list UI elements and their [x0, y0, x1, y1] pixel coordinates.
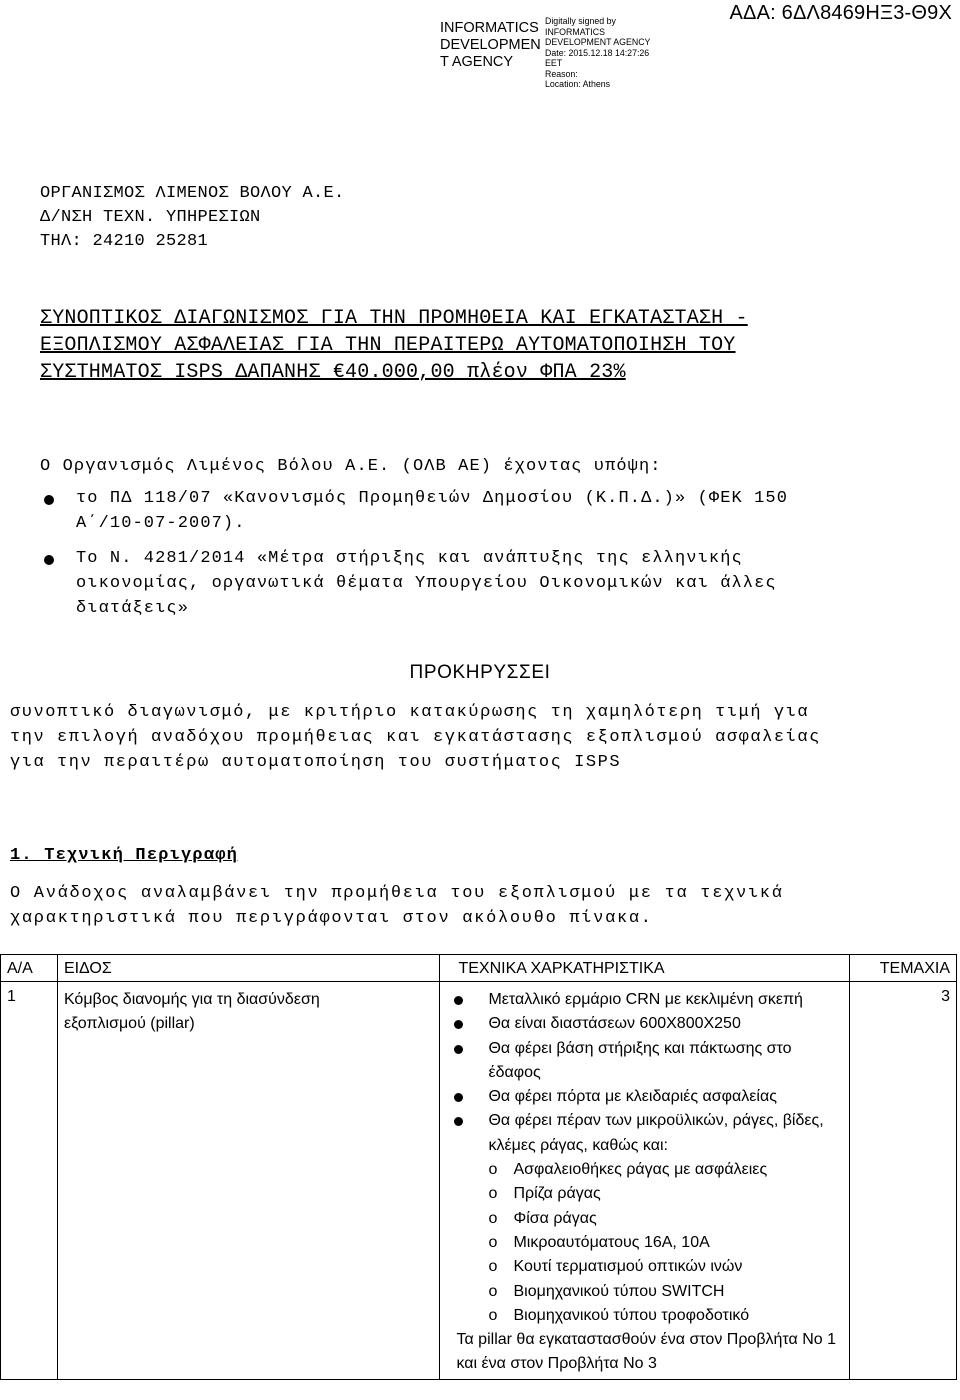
- section-text: [10, 881, 784, 931]
- intro-bullet-2-line-2: οικονομίας, οργανωτικά θέματα Υπουργείου Οικονομικών και άλλες: [76, 574, 777, 593]
- announce-heading: ΠΡΟΚΗΡΥΣΣΕΙ: [409, 662, 551, 683]
- section-heading: 1. Τεχνική Περιγραφή: [10, 846, 239, 865]
- section-line-1: Ο Ανάδοχος αναλαμβάνει την προμήθεια του εξοπλισμού με τα τεχνικά: [10, 884, 784, 903]
- list-item: o Μικροαυτόματους 16Α, 10Α: [446, 1231, 843, 1255]
- intro-bullet-2-line-1: Το Ν. 4281/2014 «Μέτρα στήριξης και ανάπτυξης της ελληνικής: [76, 549, 743, 568]
- intro-bullet-1: [76, 486, 788, 536]
- ada-code: ΑΔΑ: 6ΔΛ8469ΗΞ3-Θ9Χ: [729, 2, 952, 24]
- intro-bullet-1-line-1: το ΠΔ 118/07 «Κανονισμός Προμηθειών Δημοσίου (Κ.Π.Δ.)» (ΦΕΚ 150: [76, 489, 789, 508]
- signature-details: Digitally signed by INFORMATICS DEVELOPMENT AGENCY Date: 2015.12.18 14:27:26 EET Reason: Location: Athens: [545, 16, 651, 89]
- list-item: Τα pillar θα εγκαταστασθούν ένα στον Προβλήτα Νο 1 και ένα στον Προβλήτα Νο 3: [456, 1331, 837, 1373]
- title-line-3: ΣΥΣΤΗΜΑΤΟΣ ISPS ΔΑΠΑΝΗΣ €40.000,00 πλέον ΦΠΑ 23%: [40, 361, 626, 384]
- cell-features: [440, 982, 850, 1380]
- announce-line-2: την επιλογή αναδόχου προμήθειας και εγκατάστασης εξοπλισμού ασφαλείας: [10, 728, 821, 747]
- list-item: o Βιομηχανικού τύπου SWITCH: [446, 1280, 843, 1304]
- signer-name: INFORMATICS DEVELOPMEN T AGENCY: [440, 20, 541, 70]
- table-row: [1, 982, 957, 1380]
- bullet-dot-icon: [44, 495, 54, 505]
- phone: ΤΗΛ: 24210 25281: [40, 232, 209, 251]
- list-item: Θα φέρει πέραν των μικροϋλικών, ράγες, βίδες, κλέμες ράγας, καθώς και:: [446, 1109, 843, 1158]
- list-item: Θα φέρει πόρτα με κλειδαριές ασφαλείας: [446, 1085, 843, 1109]
- intro-bullet-1-line-2: Α΄/10-07-2007).: [76, 514, 246, 533]
- col-header-item: ΕΙΔΟΣ: [57, 955, 440, 982]
- list-item: Θα είναι διαστάσεων 600X800X250: [446, 1012, 843, 1036]
- intro-bullet-2: [76, 546, 777, 621]
- cell-qty: 3: [850, 982, 957, 1380]
- announce-line-3: για την περαιτέρω αυτοματοποίηση του συστήματος ISPS: [10, 753, 622, 772]
- col-header-aa: Α/Α: [1, 955, 58, 982]
- document-title: [40, 305, 920, 386]
- intro-lead: Ο Οργανισμός Λιμένος Βόλου Α.Ε. (ΟΛΒ ΑΕ) έχοντας υπόψη:: [40, 457, 662, 476]
- bullet-dot-icon: [44, 555, 54, 565]
- list-item: Μεταλλικό ερμάριο CRN με κεκλιμένη σκεπή: [446, 988, 843, 1012]
- announce-text: [10, 700, 821, 775]
- org-name: ΟΡΓΑΝΙΣΜΟΣ ΛΙΜΕΝΟΣ ΒΟΛΟΥ Α.Ε.: [40, 184, 345, 203]
- title-line-2: ΕΞΟΠΛΙΣΜΟΥ ΑΣΦΑΛΕΙΑΣ ΓΙΑ ΤΗΝ ΠΕΡΑΙΤΕΡΩ ΑΥΤΟΜΑΤΟΠΟΙΗΣΗ ΤΟΥ: [40, 334, 736, 357]
- list-item: o Κουτί τερματισμού οπτικών ινών: [446, 1255, 843, 1279]
- list-item: o Πρίζα ράγας: [446, 1182, 843, 1206]
- cell-item: Κόμβος διανομής για τη διασύνδεση εξοπλισμού (pillar): [57, 982, 440, 1380]
- table-header-row: [1, 955, 957, 982]
- announce-line-1: συνοπτικό διαγωνισμό, με κριτήριο κατακύρωσης τη χαμηλότερη τιμή για: [10, 703, 810, 722]
- intro-bullet-2-line-3: διατάξεις»: [76, 599, 190, 618]
- section-line-2: χαρακτηριστικά που περιγράφονται στον ακόλουθο πίνακα.: [10, 909, 653, 928]
- features-list: [446, 988, 843, 1377]
- title-line-1: ΣΥΝΟΠΤΙΚΟΣ ΔΙΑΓΩΝΙΣΜΟΣ ΓΙΑ ΤΗΝ ΠΡΟΜΗΘΕΙΑ ΚΑΙ ΕΓΚΑΤΑΣΤΑΣΗ -: [40, 307, 748, 330]
- col-header-features: ΤΕΧΝΙΚΑ ΧΑΡΚΑΤΗΡΙΣΤΙΚΑ: [440, 955, 850, 982]
- col-header-qty: ΤΕΜΑΧΙΑ: [850, 955, 957, 982]
- specs-table: [0, 954, 957, 1380]
- list-item: Θα φέρει βάση στήριξης και πάκτωσης στο έδαφος: [446, 1037, 843, 1086]
- department: Δ/ΝΣΗ ΤΕΧΝ. ΥΠΗΡΕΣΙΩΝ: [40, 208, 261, 227]
- list-item: o Φίσα ράγας: [446, 1207, 843, 1231]
- list-item: o Ασφαλειοθήκες ράγας με ασφάλειες: [446, 1158, 843, 1182]
- cell-aa: 1: [1, 982, 58, 1380]
- list-item: o Βιομηχανικού τύπου τροφοδοτικό: [446, 1304, 843, 1328]
